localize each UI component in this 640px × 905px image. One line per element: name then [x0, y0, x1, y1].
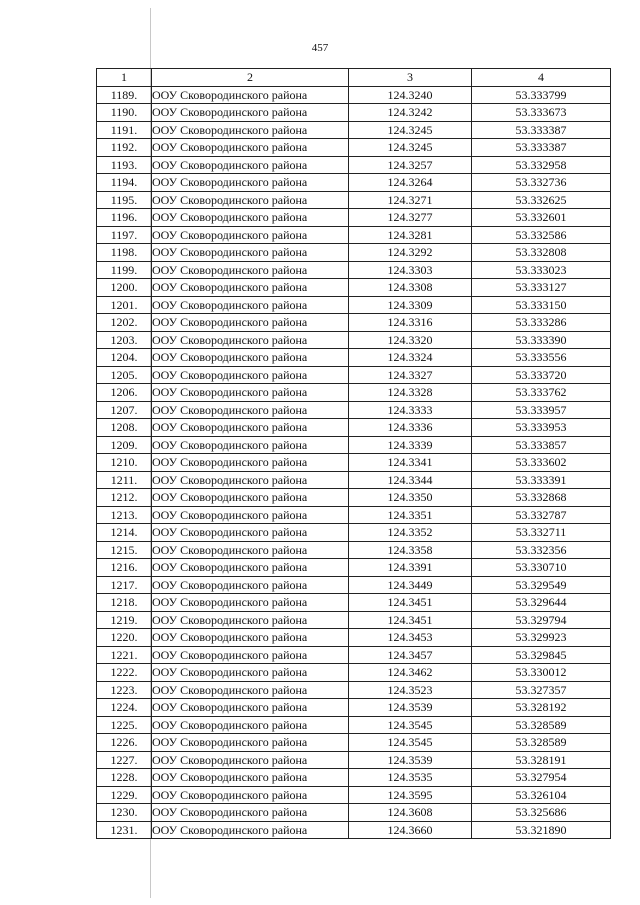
row-number-cell: 1217. [97, 576, 152, 594]
organization-cell: ООУ Сковородинского района [152, 559, 349, 577]
latitude-cell: 53.333286 [472, 314, 611, 332]
longitude-cell: 124.3320 [349, 331, 472, 349]
organization-cell: ООУ Сковородинского района [152, 471, 349, 489]
longitude-cell: 124.3324 [349, 349, 472, 367]
row-number-cell: 1209. [97, 436, 152, 454]
latitude-cell: 53.332868 [472, 489, 611, 507]
row-number-cell: 1190. [97, 104, 152, 122]
row-number-cell: 1202. [97, 314, 152, 332]
column-header: 3 [349, 69, 472, 87]
row-number-cell: 1227. [97, 751, 152, 769]
row-number-cell: 1231. [97, 821, 152, 839]
column-header: 4 [472, 69, 611, 87]
row-number-cell: 1192. [97, 139, 152, 157]
latitude-cell: 53.333390 [472, 331, 611, 349]
latitude-cell: 53.332736 [472, 174, 611, 192]
table-row [97, 314, 611, 332]
table-row [97, 611, 611, 629]
latitude-cell: 53.328191 [472, 751, 611, 769]
latitude-cell: 53.332787 [472, 506, 611, 524]
longitude-cell: 124.3391 [349, 559, 472, 577]
row-number-cell: 1230. [97, 804, 152, 822]
latitude-cell: 53.333720 [472, 366, 611, 384]
organization-cell: ООУ Сковородинского района [152, 331, 349, 349]
row-number-cell: 1228. [97, 769, 152, 787]
latitude-cell: 53.328589 [472, 716, 611, 734]
table-row [97, 471, 611, 489]
latitude-cell: 53.332586 [472, 226, 611, 244]
latitude-cell: 53.329644 [472, 594, 611, 612]
latitude-cell: 53.330012 [472, 664, 611, 682]
table-row [97, 524, 611, 542]
row-number-cell: 1224. [97, 699, 152, 717]
latitude-cell: 53.333953 [472, 419, 611, 437]
row-number-cell: 1211. [97, 471, 152, 489]
organization-cell: ООУ Сковородинского района [152, 576, 349, 594]
longitude-cell: 124.3257 [349, 156, 472, 174]
row-number-cell: 1229. [97, 786, 152, 804]
table-row [97, 751, 611, 769]
table-row [97, 506, 611, 524]
row-number-cell: 1201. [97, 296, 152, 314]
row-number-cell: 1194. [97, 174, 152, 192]
latitude-cell: 53.333957 [472, 401, 611, 419]
longitude-cell: 124.3309 [349, 296, 472, 314]
organization-cell: ООУ Сковородинского района [152, 489, 349, 507]
organization-cell: ООУ Сковородинского района [152, 384, 349, 402]
row-number-cell: 1212. [97, 489, 152, 507]
row-number-cell: 1199. [97, 261, 152, 279]
organization-cell: ООУ Сковородинского района [152, 699, 349, 717]
row-number-cell: 1198. [97, 244, 152, 262]
row-number-cell: 1204. [97, 349, 152, 367]
row-number-cell: 1195. [97, 191, 152, 209]
longitude-cell: 124.3245 [349, 139, 472, 157]
row-number-cell: 1218. [97, 594, 152, 612]
organization-cell: ООУ Сковородинского района [152, 716, 349, 734]
organization-cell: ООУ Сковородинского района [152, 786, 349, 804]
table-row [97, 139, 611, 157]
table-row [97, 331, 611, 349]
table-row [97, 104, 611, 122]
longitude-cell: 124.3539 [349, 699, 472, 717]
longitude-cell: 124.3358 [349, 541, 472, 559]
longitude-cell: 124.3271 [349, 191, 472, 209]
table-row [97, 629, 611, 647]
organization-cell: ООУ Сковородинского района [152, 629, 349, 647]
row-number-cell: 1222. [97, 664, 152, 682]
latitude-cell: 53.333673 [472, 104, 611, 122]
latitude-cell: 53.329923 [472, 629, 611, 647]
latitude-cell: 53.332958 [472, 156, 611, 174]
table-row [97, 541, 611, 559]
latitude-cell: 53.332711 [472, 524, 611, 542]
table-row [97, 664, 611, 682]
organization-cell: ООУ Сковородинского района [152, 156, 349, 174]
latitude-cell: 53.329794 [472, 611, 611, 629]
row-number-cell: 1210. [97, 454, 152, 472]
organization-cell: ООУ Сковородинского района [152, 349, 349, 367]
row-number-cell: 1203. [97, 331, 152, 349]
row-number-cell: 1216. [97, 559, 152, 577]
organization-cell: ООУ Сковородинского района [152, 244, 349, 262]
organization-cell: ООУ Сковородинского района [152, 121, 349, 139]
organization-cell: ООУ Сковородинского района [152, 139, 349, 157]
latitude-cell: 53.329549 [472, 576, 611, 594]
longitude-cell: 124.3292 [349, 244, 472, 262]
column-header: 1 [97, 69, 152, 87]
latitude-cell: 53.332356 [472, 541, 611, 559]
row-number-cell: 1207. [97, 401, 152, 419]
organization-cell: ООУ Сковородинского района [152, 279, 349, 297]
longitude-cell: 124.3660 [349, 821, 472, 839]
organization-cell: ООУ Сковородинского района [152, 506, 349, 524]
coordinates-table [96, 68, 611, 839]
table-row [97, 594, 611, 612]
table-row [97, 769, 611, 787]
table-row [97, 279, 611, 297]
table-row [97, 716, 611, 734]
table-row [97, 576, 611, 594]
organization-cell: ООУ Сковородинского района [152, 104, 349, 122]
latitude-cell: 53.333762 [472, 384, 611, 402]
latitude-cell: 53.325686 [472, 804, 611, 822]
longitude-cell: 124.3535 [349, 769, 472, 787]
row-number-cell: 1214. [97, 524, 152, 542]
table-row [97, 191, 611, 209]
organization-cell: ООУ Сковородинского района [152, 804, 349, 822]
table-row [97, 349, 611, 367]
longitude-cell: 124.3453 [349, 629, 472, 647]
longitude-cell: 124.3327 [349, 366, 472, 384]
organization-cell: ООУ Сковородинского района [152, 261, 349, 279]
latitude-cell: 53.327954 [472, 769, 611, 787]
row-number-cell: 1225. [97, 716, 152, 734]
table-row [97, 384, 611, 402]
longitude-cell: 124.3451 [349, 611, 472, 629]
longitude-cell: 124.3277 [349, 209, 472, 227]
longitude-cell: 124.3449 [349, 576, 472, 594]
longitude-cell: 124.3462 [349, 664, 472, 682]
row-number-cell: 1191. [97, 121, 152, 139]
table-row [97, 296, 611, 314]
latitude-cell: 53.328192 [472, 699, 611, 717]
longitude-cell: 124.3350 [349, 489, 472, 507]
latitude-cell: 53.333556 [472, 349, 611, 367]
latitude-cell: 53.328589 [472, 734, 611, 752]
table-row [97, 244, 611, 262]
longitude-cell: 124.3336 [349, 419, 472, 437]
longitude-cell: 124.3608 [349, 804, 472, 822]
table-row [97, 121, 611, 139]
organization-cell: ООУ Сковородинского района [152, 86, 349, 104]
page-number: 457 [311, 42, 329, 54]
organization-cell: ООУ Сковородинского района [152, 751, 349, 769]
latitude-cell: 53.333391 [472, 471, 611, 489]
table-row [97, 646, 611, 664]
latitude-cell: 53.333857 [472, 436, 611, 454]
longitude-cell: 124.3242 [349, 104, 472, 122]
table-row [97, 786, 611, 804]
longitude-cell: 124.3281 [349, 226, 472, 244]
latitude-cell: 53.326104 [472, 786, 611, 804]
longitude-cell: 124.3245 [349, 121, 472, 139]
table-row [97, 734, 611, 752]
organization-cell: ООУ Сковородинского района [152, 664, 349, 682]
organization-cell: ООУ Сковородинского района [152, 191, 349, 209]
organization-cell: ООУ Сковородинского района [152, 734, 349, 752]
table-row [97, 436, 611, 454]
row-number-cell: 1219. [97, 611, 152, 629]
organization-cell: ООУ Сковородинского района [152, 419, 349, 437]
longitude-cell: 124.3339 [349, 436, 472, 454]
organization-cell: ООУ Сковородинского района [152, 594, 349, 612]
row-number-cell: 1208. [97, 419, 152, 437]
longitude-cell: 124.3545 [349, 716, 472, 734]
organization-cell: ООУ Сковородинского района [152, 209, 349, 227]
row-number-cell: 1196. [97, 209, 152, 227]
row-number-cell: 1220. [97, 629, 152, 647]
column-header: 2 [152, 69, 349, 87]
table-row [97, 699, 611, 717]
longitude-cell: 124.3240 [349, 86, 472, 104]
latitude-cell: 53.333799 [472, 86, 611, 104]
longitude-cell: 124.3308 [349, 279, 472, 297]
latitude-cell: 53.332808 [472, 244, 611, 262]
row-number-cell: 1189. [97, 86, 152, 104]
table-row [97, 681, 611, 699]
latitude-cell: 53.327357 [472, 681, 611, 699]
table-row [97, 156, 611, 174]
table-row [97, 804, 611, 822]
longitude-cell: 124.3328 [349, 384, 472, 402]
header-row [97, 69, 611, 87]
row-number-cell: 1205. [97, 366, 152, 384]
longitude-cell: 124.3333 [349, 401, 472, 419]
row-number-cell: 1223. [97, 681, 152, 699]
table-row [97, 174, 611, 192]
organization-cell: ООУ Сковородинского района [152, 296, 349, 314]
organization-cell: ООУ Сковородинского района [152, 769, 349, 787]
longitude-cell: 124.3523 [349, 681, 472, 699]
longitude-cell: 124.3539 [349, 751, 472, 769]
table-row [97, 226, 611, 244]
row-number-cell: 1206. [97, 384, 152, 402]
longitude-cell: 124.3344 [349, 471, 472, 489]
organization-cell: ООУ Сковородинского района [152, 524, 349, 542]
longitude-cell: 124.3352 [349, 524, 472, 542]
table-row [97, 261, 611, 279]
row-number-cell: 1200. [97, 279, 152, 297]
longitude-cell: 124.3341 [349, 454, 472, 472]
latitude-cell: 53.333127 [472, 279, 611, 297]
table-row [97, 454, 611, 472]
organization-cell: ООУ Сковородинского района [152, 646, 349, 664]
row-number-cell: 1215. [97, 541, 152, 559]
longitude-cell: 124.3457 [349, 646, 472, 664]
table-row [97, 401, 611, 419]
table-row [97, 489, 611, 507]
longitude-cell: 124.3351 [349, 506, 472, 524]
organization-cell: ООУ Сковородинского района [152, 541, 349, 559]
table-row [97, 419, 611, 437]
organization-cell: ООУ Сковородинского района [152, 611, 349, 629]
longitude-cell: 124.3264 [349, 174, 472, 192]
longitude-cell: 124.3545 [349, 734, 472, 752]
row-number-cell: 1193. [97, 156, 152, 174]
latitude-cell: 53.332601 [472, 209, 611, 227]
latitude-cell: 53.330710 [472, 559, 611, 577]
organization-cell: ООУ Сковородинского района [152, 454, 349, 472]
latitude-cell: 53.333150 [472, 296, 611, 314]
organization-cell: ООУ Сковородинского района [152, 226, 349, 244]
table-row [97, 366, 611, 384]
table-row [97, 559, 611, 577]
latitude-cell: 53.333023 [472, 261, 611, 279]
organization-cell: ООУ Сковородинского района [152, 174, 349, 192]
latitude-cell: 53.329845 [472, 646, 611, 664]
row-number-cell: 1221. [97, 646, 152, 664]
organization-cell: ООУ Сковородинского района [152, 821, 349, 839]
latitude-cell: 53.333387 [472, 121, 611, 139]
row-number-cell: 1226. [97, 734, 152, 752]
longitude-cell: 124.3316 [349, 314, 472, 332]
longitude-cell: 124.3595 [349, 786, 472, 804]
organization-cell: ООУ Сковородинского района [152, 436, 349, 454]
organization-cell: ООУ Сковородинского района [152, 401, 349, 419]
longitude-cell: 124.3303 [349, 261, 472, 279]
organization-cell: ООУ Сковородинского района [152, 314, 349, 332]
row-number-cell: 1213. [97, 506, 152, 524]
table-row [97, 209, 611, 227]
latitude-cell: 53.321890 [472, 821, 611, 839]
table-row [97, 86, 611, 104]
organization-cell: ООУ Сковородинского района [152, 681, 349, 699]
latitude-cell: 53.333602 [472, 454, 611, 472]
latitude-cell: 53.333387 [472, 139, 611, 157]
organization-cell: ООУ Сковородинского района [152, 366, 349, 384]
table-row [97, 821, 611, 839]
row-number-cell: 1197. [97, 226, 152, 244]
longitude-cell: 124.3451 [349, 594, 472, 612]
latitude-cell: 53.332625 [472, 191, 611, 209]
